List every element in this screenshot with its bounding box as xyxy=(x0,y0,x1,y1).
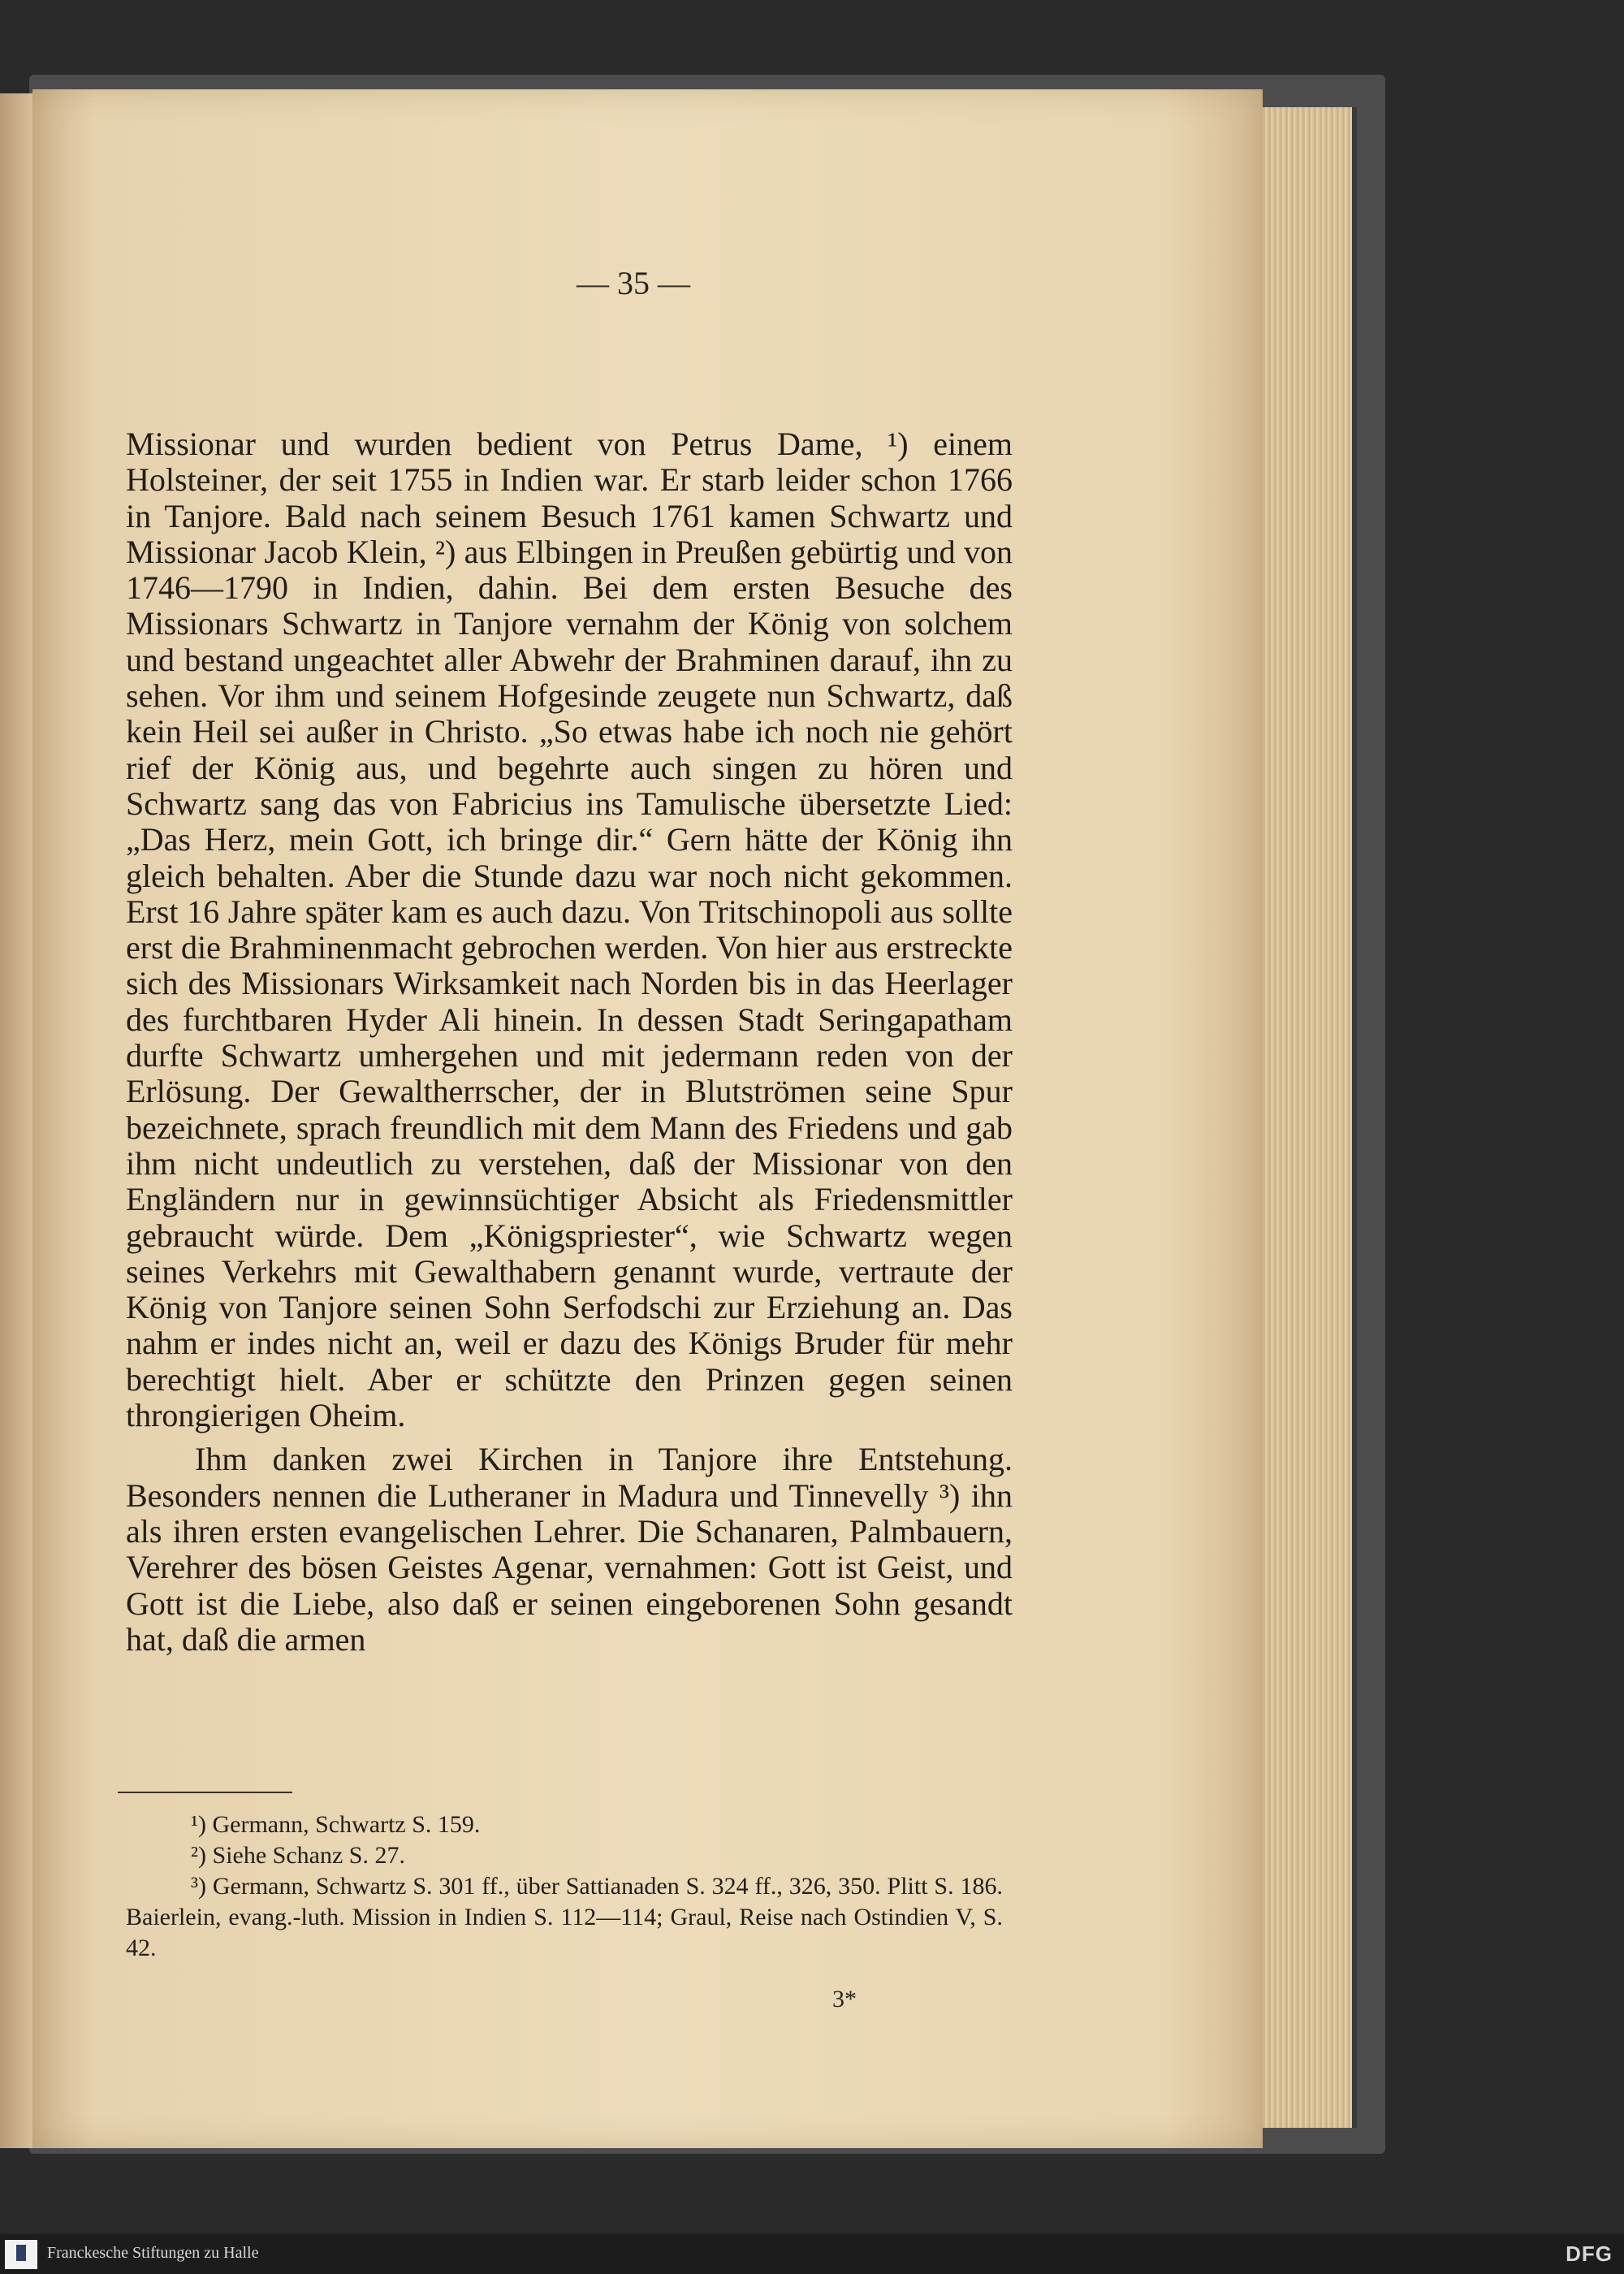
institution-name: Franckesche Stiftungen zu Halle xyxy=(47,2244,259,2262)
footnote-divider xyxy=(118,1792,292,1793)
left-facing-page-edge xyxy=(0,93,32,2148)
paragraph-1: Missionar und wurden bedient von Petrus Dame, ¹) einem Holsteiner, der seit 1755 in Indien war. Er starb leider schon 1766 in Tanjore. Bald nach seinem Besuch 1761 kamen Schwartz und Missionar Jacob Klein, ²) aus Elbingen in Preußen gebürtig und von 1746—1790 in Indien, dahin. Bei dem ersten Besuche des Missionars Schwartz in Tanjore vernahm der König von solchem und bestand ungeachtet aller Abwehr der Brahminen darauf, ihn zu sehen. Vor ihm und seinem Hofgesinde zeugete nun Schwartz, daß kein Heil sei außer in Christo. „So etwas habe ich noch nie gehört rief der König aus, und begehrte auch singen zu hören und Schwartz sang das von Fabricius ins Tamulische übersetzte Lied: „Das Herz, mein Gott, ich bringe dir.“ Gern hätte der König ihn gleich behalten. Aber die Stunde dazu war noch nicht gekommen. Erst 16 Jahre später kam es auch dazu. Von Tritschinopoli aus sollte erst die Brahminenmacht gebrochen werden. Von hier aus erstreckte sich des Missionars Wirksamkeit nach Norden bis in das Heerlager des furchtbaren Hyder Ali hinein. In dessen Stadt Seringapatham durfte Schwartz umhergehen und mit jedermann reden von der Erlösung. Der Gewaltherrscher, der in Blutströmen seine Spur bezeichnete, sprach freundlich mit dem Mann des Friedens und gab ihm nicht undeutlich zu verstehen, daß der Missionar von den Engländern nur in gewinnsüchtiger Absicht als Friedensmittler gebraucht würde. Dem „Königspriester“, wie Schwartz wegen seines Verkehrs mit Gewalthabern genannt wurde, vertraute der König von Tanjore seinen Sohn Serfodschi zur Erziehung an. Das nahm er indes nicht an, weil er dazu des Königs Bruder für mehr berechtigt hielt. Aber er schützte den Prinzen gegen seinen throngierigen Oheim. xyxy=(126,426,1013,1434)
credit-bar xyxy=(0,2235,1624,2274)
book-page xyxy=(32,89,1263,2148)
paragraph-2: Ihm danken zwei Kirchen in Tanjore ihre Entstehung. Besonders nennen die Lutheraner in Madura und Tinnevelly ³) ihn als ihren ersten evangelischen Lehrer. Die Schanaren, Palmbauern, Verehrer des bösen Geistes Agenar, vernahmen: Gott ist Geist, und Gott ist die Liebe, also daß er seinen eingeborenen Sohn gesandt hat, daß die armen xyxy=(126,1441,1013,1658)
printer-signature-mark: 3* xyxy=(832,1986,857,2012)
footnote-2: ²) Siehe Schanz S. 27. xyxy=(191,1842,405,1869)
footnotes xyxy=(126,1809,1003,1964)
body-text xyxy=(126,426,1013,1658)
footnote-1: ¹) Germann, Schwartz S. 159. xyxy=(191,1811,481,1838)
funder-logo: DFG xyxy=(1566,2242,1613,2266)
page-number: — 35 — xyxy=(577,265,690,301)
footnote-3: ³) Germann, Schwartz S. 301 ff., über Sattianaden S. 324 ff., 326, 350. Plitt S. 186. Baierlein, evang.-luth. Mission in Indien S. 112—114; Graul, Reise nach Ostindien V, S. 42. xyxy=(126,1873,1003,1961)
page-stack-edge xyxy=(1255,107,1357,2128)
institution-logo-icon xyxy=(5,2240,37,2269)
